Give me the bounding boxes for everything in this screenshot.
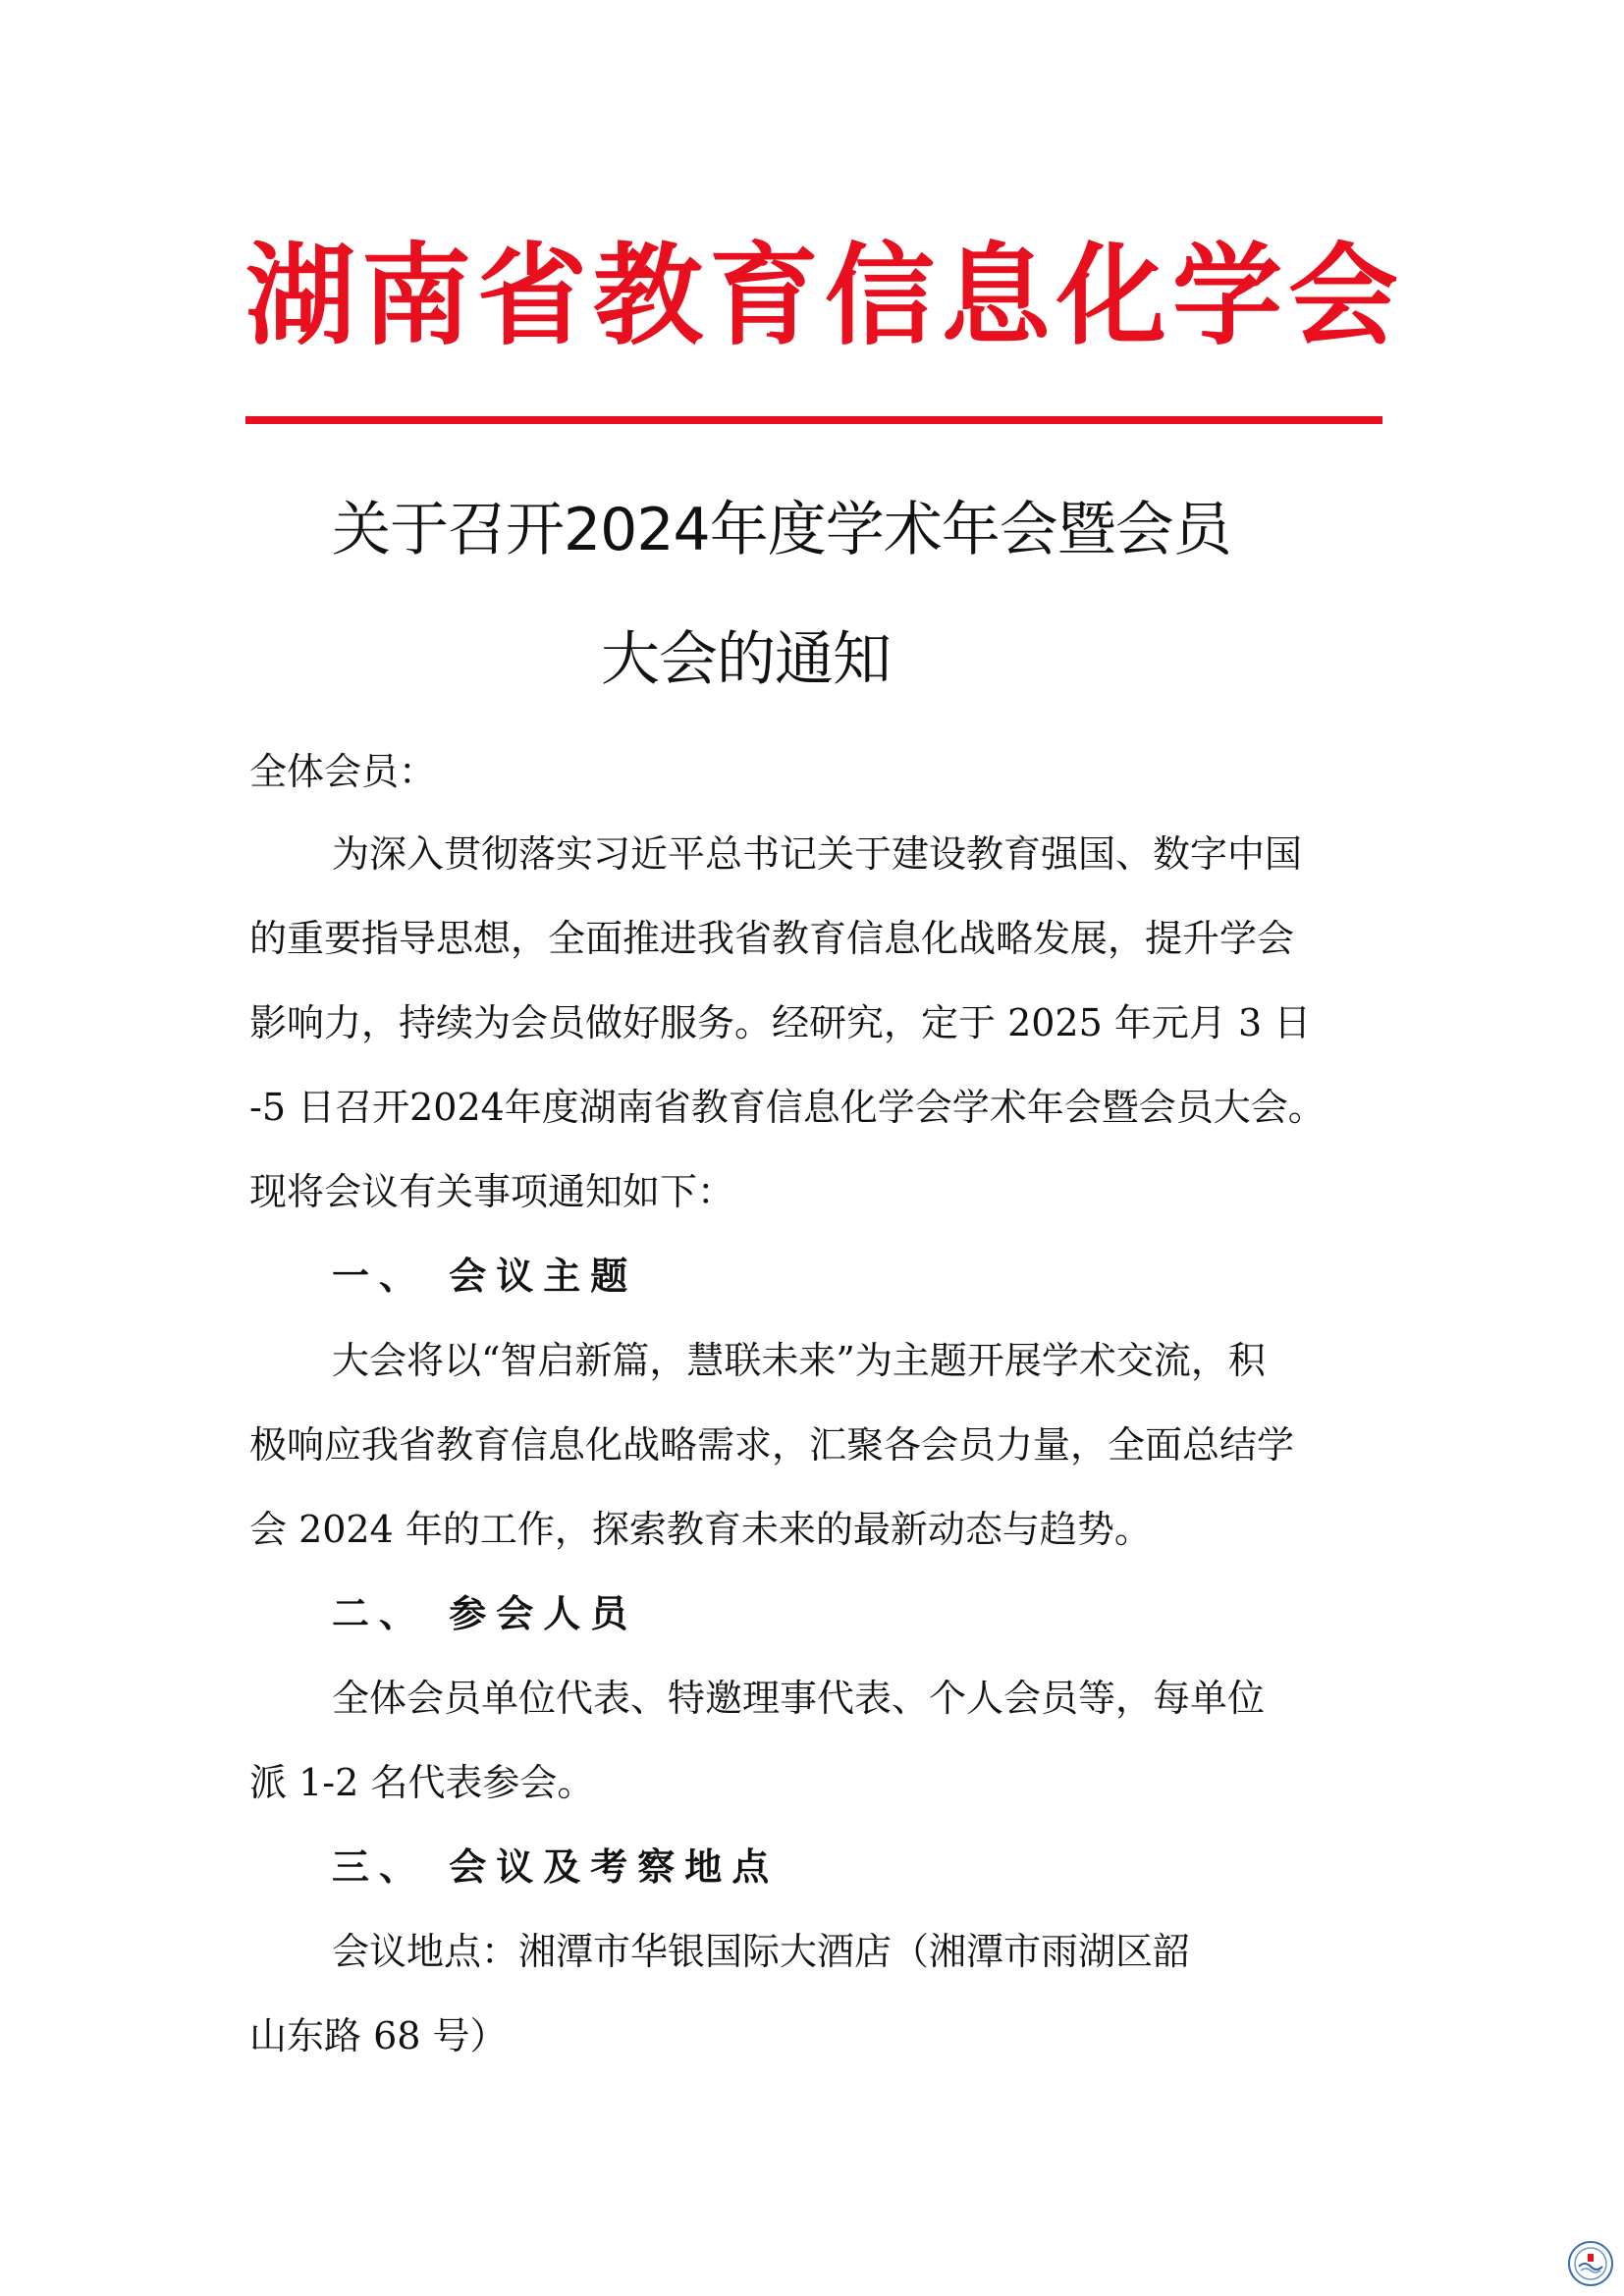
doc-title-line-1: 关于召开2024年度学术年会暨会员 (332, 496, 1231, 564)
section-line: 全体会员单位代表、特邀理事代表、个人会员等，每单位 (332, 1677, 1266, 1720)
intro-line: 影响力，持续为会员做好服务。经研究，定于 2025 年元月 3 日 (249, 1001, 1312, 1044)
intro-line: 为深入贯彻落实习近平总书记关于建设教育强国、数字中国 (332, 832, 1303, 876)
circular-emblem-icon (1567, 2240, 1614, 2287)
section-heading-attendees: 二、 参会人员 (332, 1591, 638, 1635)
org-name-header: 湖南省教育信息化学会 (245, 232, 1404, 360)
section-line: 大会将以“智启新篇，慧联未来”为主题开展学术交流，积 (332, 1339, 1266, 1382)
salutation: 全体会员： (249, 750, 437, 793)
section-line: 会 2024 年的工作，探索教育未来的最新动态与趋势。 (249, 1508, 1152, 1551)
intro-line: -5 日召开2024年度湖南省教育信息化学会学术年会暨会员大会。 (249, 1086, 1326, 1129)
section-line: 极响应我省教育信息化战略需求，汇聚各会员力量，全面总结学 (249, 1423, 1295, 1467)
section-heading-theme: 一、 会议主题 (332, 1254, 638, 1298)
intro-line: 的重要指导思想，全面推进我省教育信息化战略发展，提升学会 (249, 917, 1295, 960)
red-divider (245, 416, 1382, 424)
section-line: 会议地点：湘潭市华银国际大酒店（湘潭市雨湖区韶 (332, 1930, 1191, 1973)
intro-line: 现将会议有关事项通知如下： (249, 1170, 735, 1213)
doc-title-line-2: 大会的通知 (601, 625, 891, 694)
section-line: 派 1-2 名代表参会。 (249, 1761, 595, 1804)
section-heading-venue: 三、 会议及考察地点 (332, 1844, 780, 1889)
section-line: 山东路 68 号） (249, 2014, 508, 2057)
